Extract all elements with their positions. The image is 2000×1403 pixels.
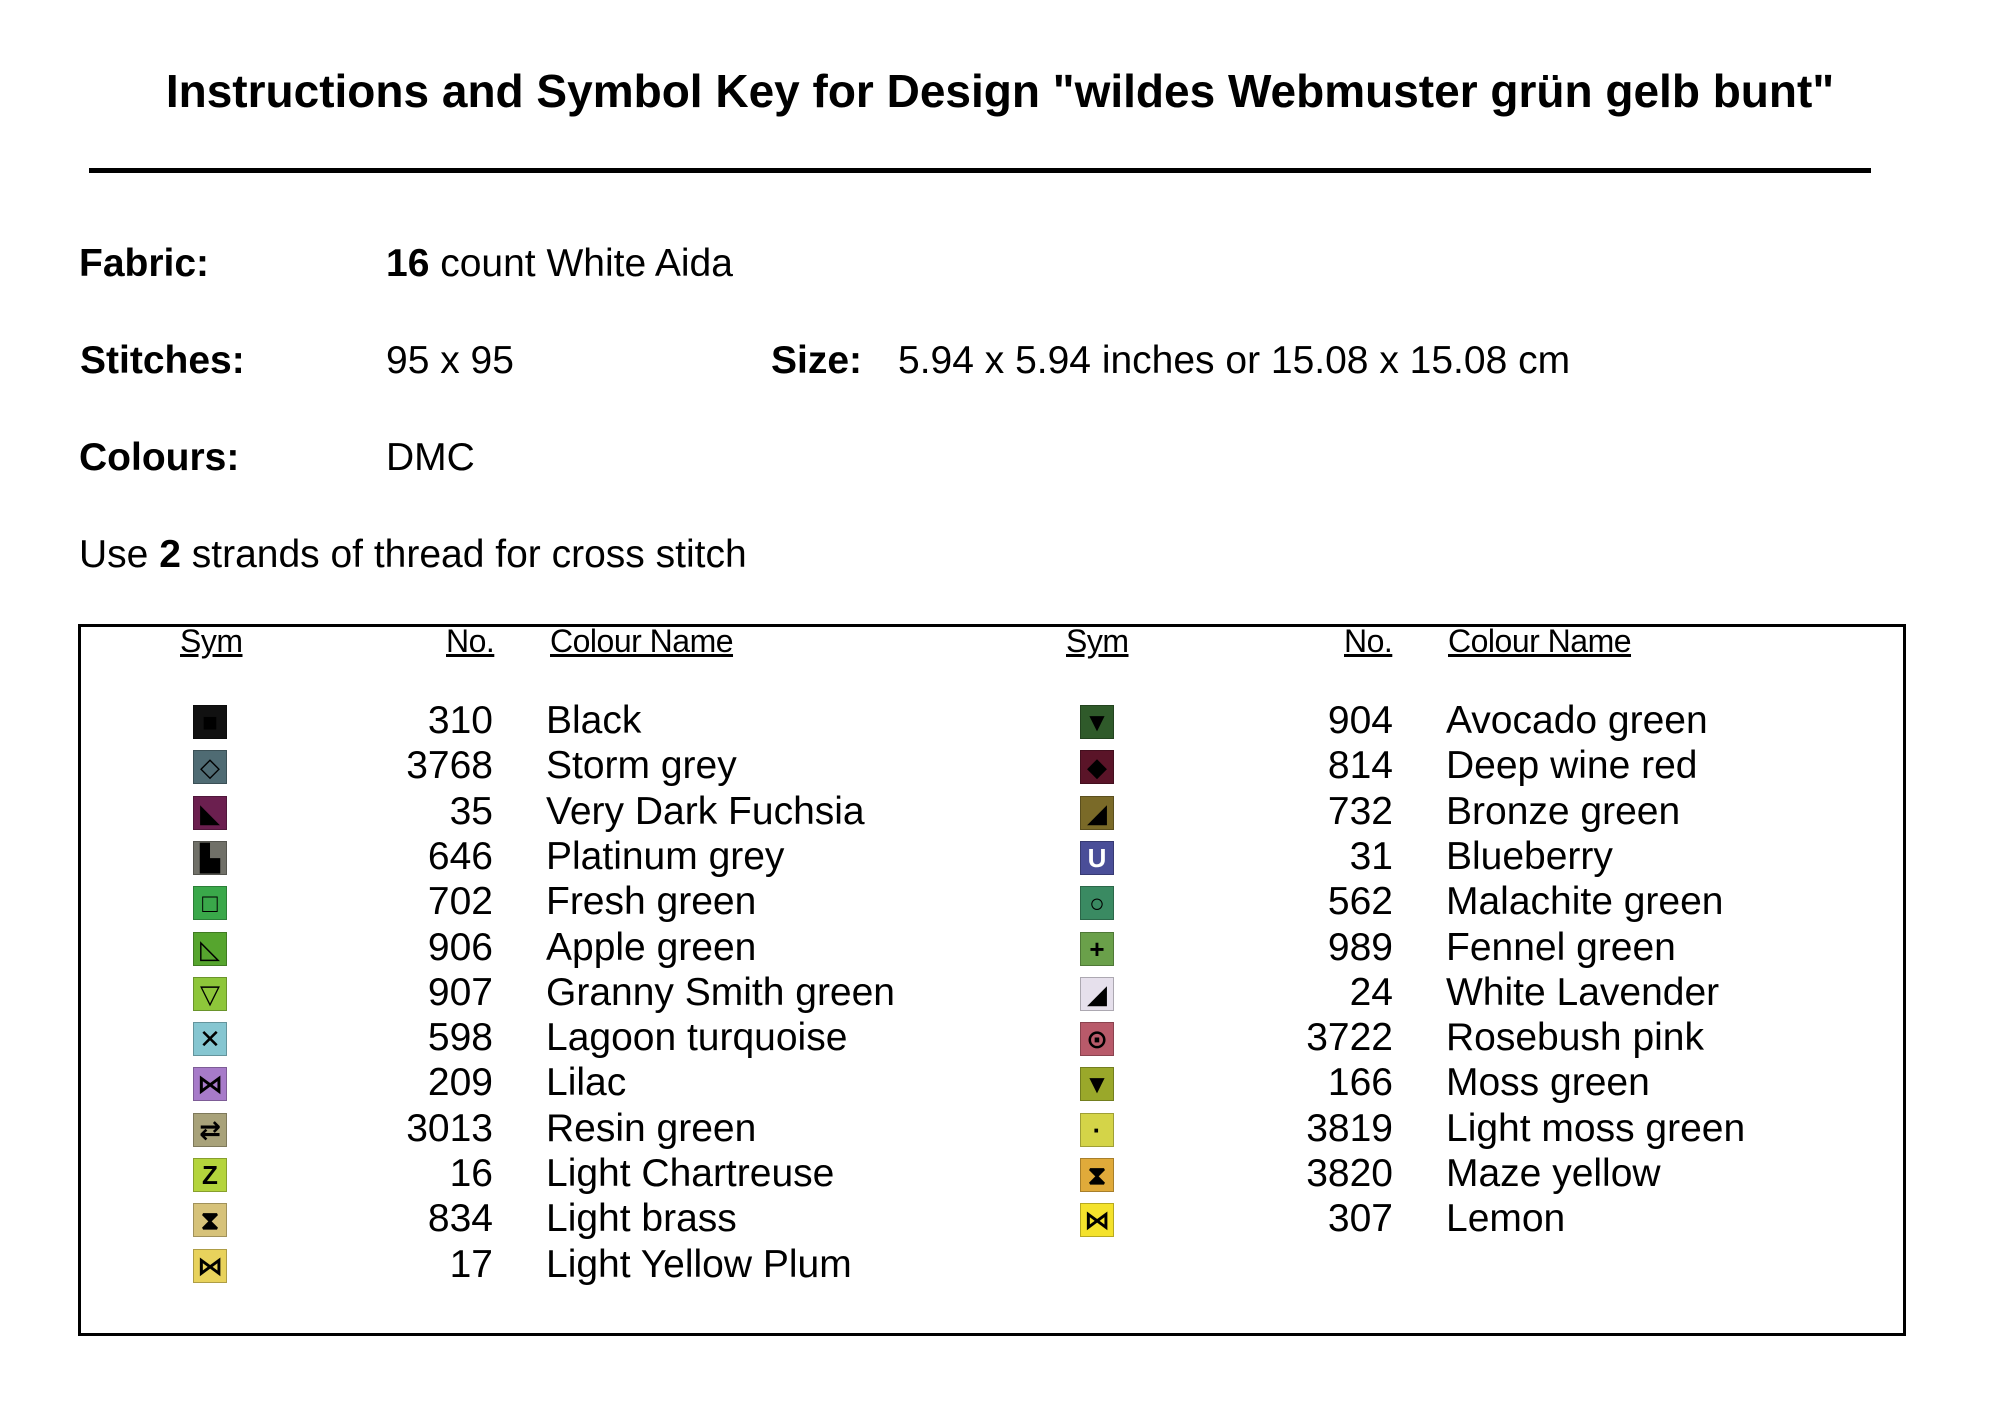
colour-number: 904 bbox=[1327, 699, 1393, 742]
colours-label: Colours: bbox=[79, 436, 240, 479]
colour-number: 906 bbox=[427, 925, 493, 969]
bowtie-icon: ⋈ bbox=[193, 1067, 227, 1101]
colour-name: Resin green bbox=[546, 1106, 757, 1150]
square-outline-icon: □ bbox=[193, 886, 227, 920]
fabric-label: Fabric: bbox=[79, 242, 210, 285]
bowtie-icon: ⋈ bbox=[1080, 1203, 1114, 1237]
colour-number: 702 bbox=[427, 880, 493, 924]
header-name-right: Colour Name bbox=[1448, 623, 1632, 659]
colour-name: Light Chartreuse bbox=[546, 1152, 835, 1195]
triangle-lower-right-icon: ◢ bbox=[1080, 977, 1114, 1011]
letter-z-icon: Z bbox=[193, 1158, 227, 1192]
fabric-count: 16 bbox=[386, 242, 430, 285]
colour-number: 834 bbox=[427, 1197, 493, 1241]
cross-icon: ✕ bbox=[193, 1022, 227, 1056]
colour-name: Granny Smith green bbox=[546, 970, 896, 1014]
size-label: Size: bbox=[771, 339, 863, 382]
title-divider bbox=[89, 168, 1871, 173]
hourglass-icon: ⧗ bbox=[1080, 1158, 1114, 1192]
colour-name: Bronze green bbox=[1446, 789, 1681, 833]
strands-post: strands of thread for cross stitch bbox=[180, 533, 747, 576]
corner-block-icon: ▙ bbox=[193, 841, 227, 875]
fabric-type: count White Aida bbox=[429, 242, 733, 285]
colour-name: Lemon bbox=[1446, 1197, 1566, 1241]
colour-name: Maze yellow bbox=[1446, 1152, 1661, 1195]
colours-value: DMC bbox=[386, 436, 475, 479]
colour-number: 989 bbox=[1327, 925, 1393, 969]
colour-name: Black bbox=[546, 699, 642, 742]
bowtie-icon: ⋈ bbox=[193, 1249, 227, 1283]
diamond-solid-icon: ◆ bbox=[1080, 750, 1114, 784]
fabric-value bbox=[386, 242, 733, 286]
letter-u-icon: U bbox=[1080, 841, 1114, 875]
colour-number: 3820 bbox=[1306, 1152, 1393, 1195]
header-no-left: No. bbox=[446, 623, 495, 659]
colour-name: Fresh green bbox=[546, 880, 757, 924]
arrows-icon: ⇄ bbox=[193, 1113, 227, 1147]
header-sym-left: Sym bbox=[180, 623, 243, 659]
colour-name: Lagoon turquoise bbox=[546, 1016, 848, 1060]
colour-name: Storm grey bbox=[546, 744, 737, 788]
colour-number: 598 bbox=[427, 1016, 493, 1060]
triangle-down-outline-icon: ▽ bbox=[193, 977, 227, 1011]
colour-name: Blueberry bbox=[1446, 834, 1613, 878]
stitches-value: 95 x 95 bbox=[386, 339, 514, 382]
colour-number: 16 bbox=[449, 1152, 493, 1195]
header-no-right: No. bbox=[1344, 623, 1393, 659]
triangle-outline-icon: ◺ bbox=[193, 932, 227, 966]
strands-pre: Use bbox=[79, 533, 160, 576]
plus-icon: + bbox=[1080, 932, 1114, 966]
colour-name: Platinum grey bbox=[546, 834, 785, 878]
triangle-lower-right-icon: ◢ bbox=[1080, 796, 1114, 830]
circle-outline-icon: ○ bbox=[1080, 886, 1114, 920]
colour-name: Fennel green bbox=[1446, 925, 1676, 969]
colour-name: White Lavender bbox=[1446, 970, 1720, 1014]
colour-name: Deep wine red bbox=[1446, 744, 1698, 788]
stitches-label: Stitches: bbox=[80, 339, 245, 382]
triangle-down-icon: ▼ bbox=[1080, 705, 1114, 739]
triangle-down-icon: ▼ bbox=[1080, 1067, 1114, 1101]
colour-number: 907 bbox=[427, 970, 493, 1014]
colour-number: 310 bbox=[427, 699, 493, 742]
strands-count: 2 bbox=[159, 533, 181, 576]
colour-name: Malachite green bbox=[1446, 880, 1724, 924]
colour-number: 35 bbox=[449, 789, 493, 833]
colour-number: 3819 bbox=[1306, 1106, 1393, 1150]
colour-name: Avocado green bbox=[1446, 699, 1708, 742]
colour-name: Rosebush pink bbox=[1446, 1016, 1704, 1060]
colour-number: 814 bbox=[1327, 744, 1393, 788]
colour-number: 3722 bbox=[1306, 1016, 1393, 1060]
colour-name: Very Dark Fuchsia bbox=[546, 789, 865, 833]
colour-name: Light moss green bbox=[1446, 1106, 1746, 1150]
colour-number: 562 bbox=[1327, 880, 1393, 924]
triangle-lower-left-icon: ◣ bbox=[193, 796, 227, 830]
colour-name: Light Yellow Plum bbox=[546, 1242, 852, 1286]
colour-number: 17 bbox=[449, 1242, 493, 1286]
target-icon: ⊙ bbox=[1080, 1022, 1114, 1056]
colour-number: 732 bbox=[1327, 789, 1393, 833]
colour-number: 31 bbox=[1349, 834, 1393, 878]
page-title: Instructions and Symbol Key for Design "wildes Webmuster grün gelb bunt" bbox=[165, 65, 1835, 117]
colour-name: Moss green bbox=[1446, 1061, 1650, 1105]
solid-square-icon: ■ bbox=[193, 705, 227, 739]
header-sym-right: Sym bbox=[1066, 623, 1129, 659]
colour-number: 646 bbox=[427, 834, 493, 878]
colour-number: 307 bbox=[1327, 1197, 1393, 1241]
size-value: 5.94 x 5.94 inches or 15.08 x 15.08 cm bbox=[898, 339, 1571, 382]
colour-number: 24 bbox=[1349, 970, 1393, 1014]
dot-icon: · bbox=[1080, 1113, 1114, 1147]
header-name-left: Colour Name bbox=[550, 623, 734, 659]
diamond-icon: ◇ bbox=[193, 750, 227, 784]
colour-name: Light brass bbox=[546, 1197, 737, 1241]
colour-name: Lilac bbox=[546, 1061, 627, 1105]
colour-name: Apple green bbox=[546, 925, 757, 969]
hourglass-icon: ⧗ bbox=[193, 1203, 227, 1237]
colour-number: 3768 bbox=[406, 744, 493, 788]
colour-number: 3013 bbox=[406, 1106, 493, 1150]
strands-instruction bbox=[79, 533, 747, 577]
colour-number: 209 bbox=[427, 1061, 493, 1105]
colour-number: 166 bbox=[1327, 1061, 1393, 1105]
